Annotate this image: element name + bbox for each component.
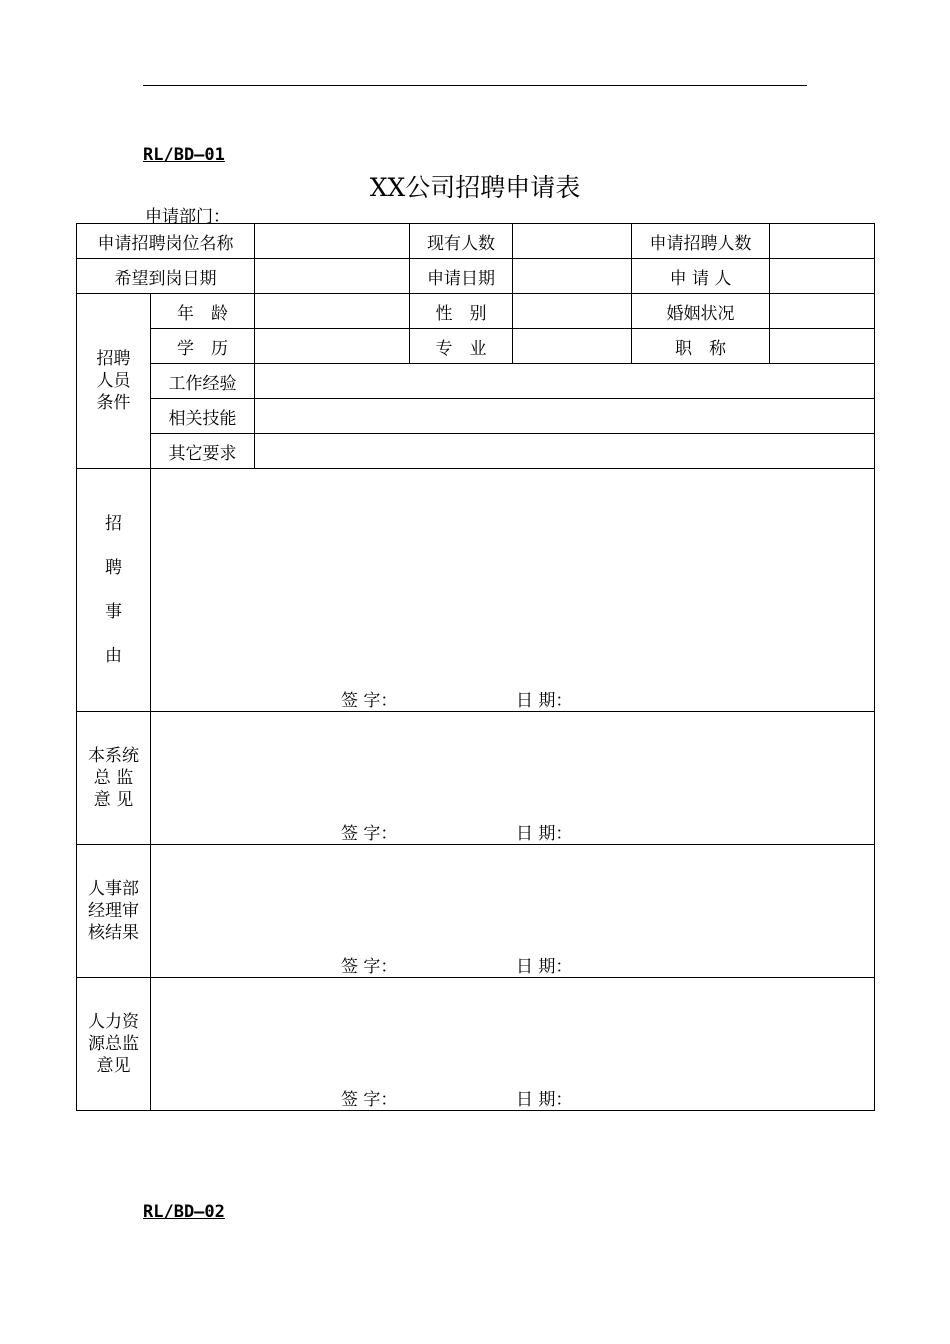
conditions-group-label [77, 294, 151, 469]
current-count-label: 现有人数 [410, 224, 513, 259]
department-label: 申请部门： [145, 207, 230, 227]
other-value[interactable] [255, 434, 875, 469]
education-value[interactable] [255, 329, 410, 364]
gender-label: 性 别 [410, 294, 513, 329]
row-education [77, 329, 875, 364]
apply-count-value[interactable] [770, 224, 875, 259]
apply-date-label: 申请日期 [410, 259, 513, 294]
hr-manager-line-1: 人事部 [88, 879, 139, 899]
applicant-label: 申 请 人 [632, 259, 770, 294]
marital-label: 婚姻状况 [632, 294, 770, 329]
form-title: XX公司招聘申请表 [369, 173, 581, 202]
age-label: 年 龄 [151, 294, 255, 329]
reason-date-label: 日 期： [516, 691, 573, 711]
reason-signature-label: 签 字： [341, 691, 398, 711]
reason-char-1: 招 [105, 514, 122, 534]
hr-director-signature-label: 签 字： [341, 1090, 398, 1110]
form-code-top: RL/BD—01 [143, 145, 225, 165]
row-skills [77, 399, 875, 434]
apply-count-label: 申请招聘人数 [632, 224, 770, 259]
major-label: 专 业 [410, 329, 513, 364]
apply-date-value[interactable] [513, 259, 632, 294]
marital-value[interactable] [770, 294, 875, 329]
system-opinion-line-3: 意 见 [93, 790, 134, 810]
arrival-date-label: 希望到岗日期 [77, 259, 255, 294]
conditions-line-3: 条件 [96, 393, 131, 413]
hr-director-line-2: 源总监 [88, 1034, 139, 1054]
hr-manager-review-field[interactable] [151, 845, 875, 978]
age-value[interactable] [255, 294, 410, 329]
reason-char-2: 聘 [105, 558, 122, 578]
conditions-line-1: 招聘 [96, 349, 131, 369]
system-opinion-line-1: 本系统 [88, 746, 139, 766]
experience-value[interactable] [255, 364, 875, 399]
hr-manager-line-3: 核结果 [88, 923, 139, 943]
system-date-label: 日 期： [516, 824, 573, 844]
experience-label: 工作经验 [151, 364, 255, 399]
reason-field[interactable] [151, 469, 875, 712]
row-experience [77, 364, 875, 399]
hr-director-line-1: 人力资 [88, 1012, 139, 1032]
form-code-bottom: RL/BD—02 [143, 1202, 225, 1222]
row-hr-director-opinion [77, 978, 875, 1111]
hr-director-date-label: 日 期： [516, 1090, 573, 1110]
arrival-date-value[interactable] [255, 259, 410, 294]
hr-director-opinion-label [77, 978, 151, 1111]
education-label: 学 历 [151, 329, 255, 364]
row-reason [77, 469, 875, 712]
hr-manager-line-2: 经理审 [88, 901, 139, 921]
row-other [77, 434, 875, 469]
title-label: 职 称 [632, 329, 770, 364]
major-value[interactable] [513, 329, 632, 364]
reason-label [77, 469, 151, 712]
gender-value[interactable] [513, 294, 632, 329]
conditions-line-2: 人员 [96, 371, 131, 391]
post-name-label: 申请招聘岗位名称 [77, 224, 255, 259]
hr-manager-review-label [77, 845, 151, 978]
reason-char-3: 事 [105, 602, 122, 622]
system-opinion-label [77, 712, 151, 845]
post-name-value[interactable] [255, 224, 410, 259]
hr-manager-date-label: 日 期： [516, 957, 573, 977]
skills-label: 相关技能 [151, 399, 255, 434]
row-system-opinion [77, 712, 875, 845]
other-label: 其它要求 [151, 434, 255, 469]
row-post [77, 224, 875, 259]
recruitment-form-table [76, 223, 875, 1111]
hr-manager-signature-label: 签 字： [341, 957, 398, 977]
row-hr-manager-review [77, 845, 875, 978]
system-signature-label: 签 字： [341, 824, 398, 844]
system-opinion-line-2: 总 监 [93, 768, 134, 788]
applicant-value[interactable] [770, 259, 875, 294]
header-rule [143, 85, 807, 86]
hr-director-line-3: 意见 [96, 1056, 131, 1076]
current-count-value[interactable] [513, 224, 632, 259]
hr-director-opinion-field[interactable] [151, 978, 875, 1111]
system-opinion-field[interactable] [151, 712, 875, 845]
reason-char-4: 由 [105, 646, 122, 666]
row-dates [77, 259, 875, 294]
skills-value[interactable] [255, 399, 875, 434]
title-value[interactable] [770, 329, 875, 364]
row-age [77, 294, 875, 329]
